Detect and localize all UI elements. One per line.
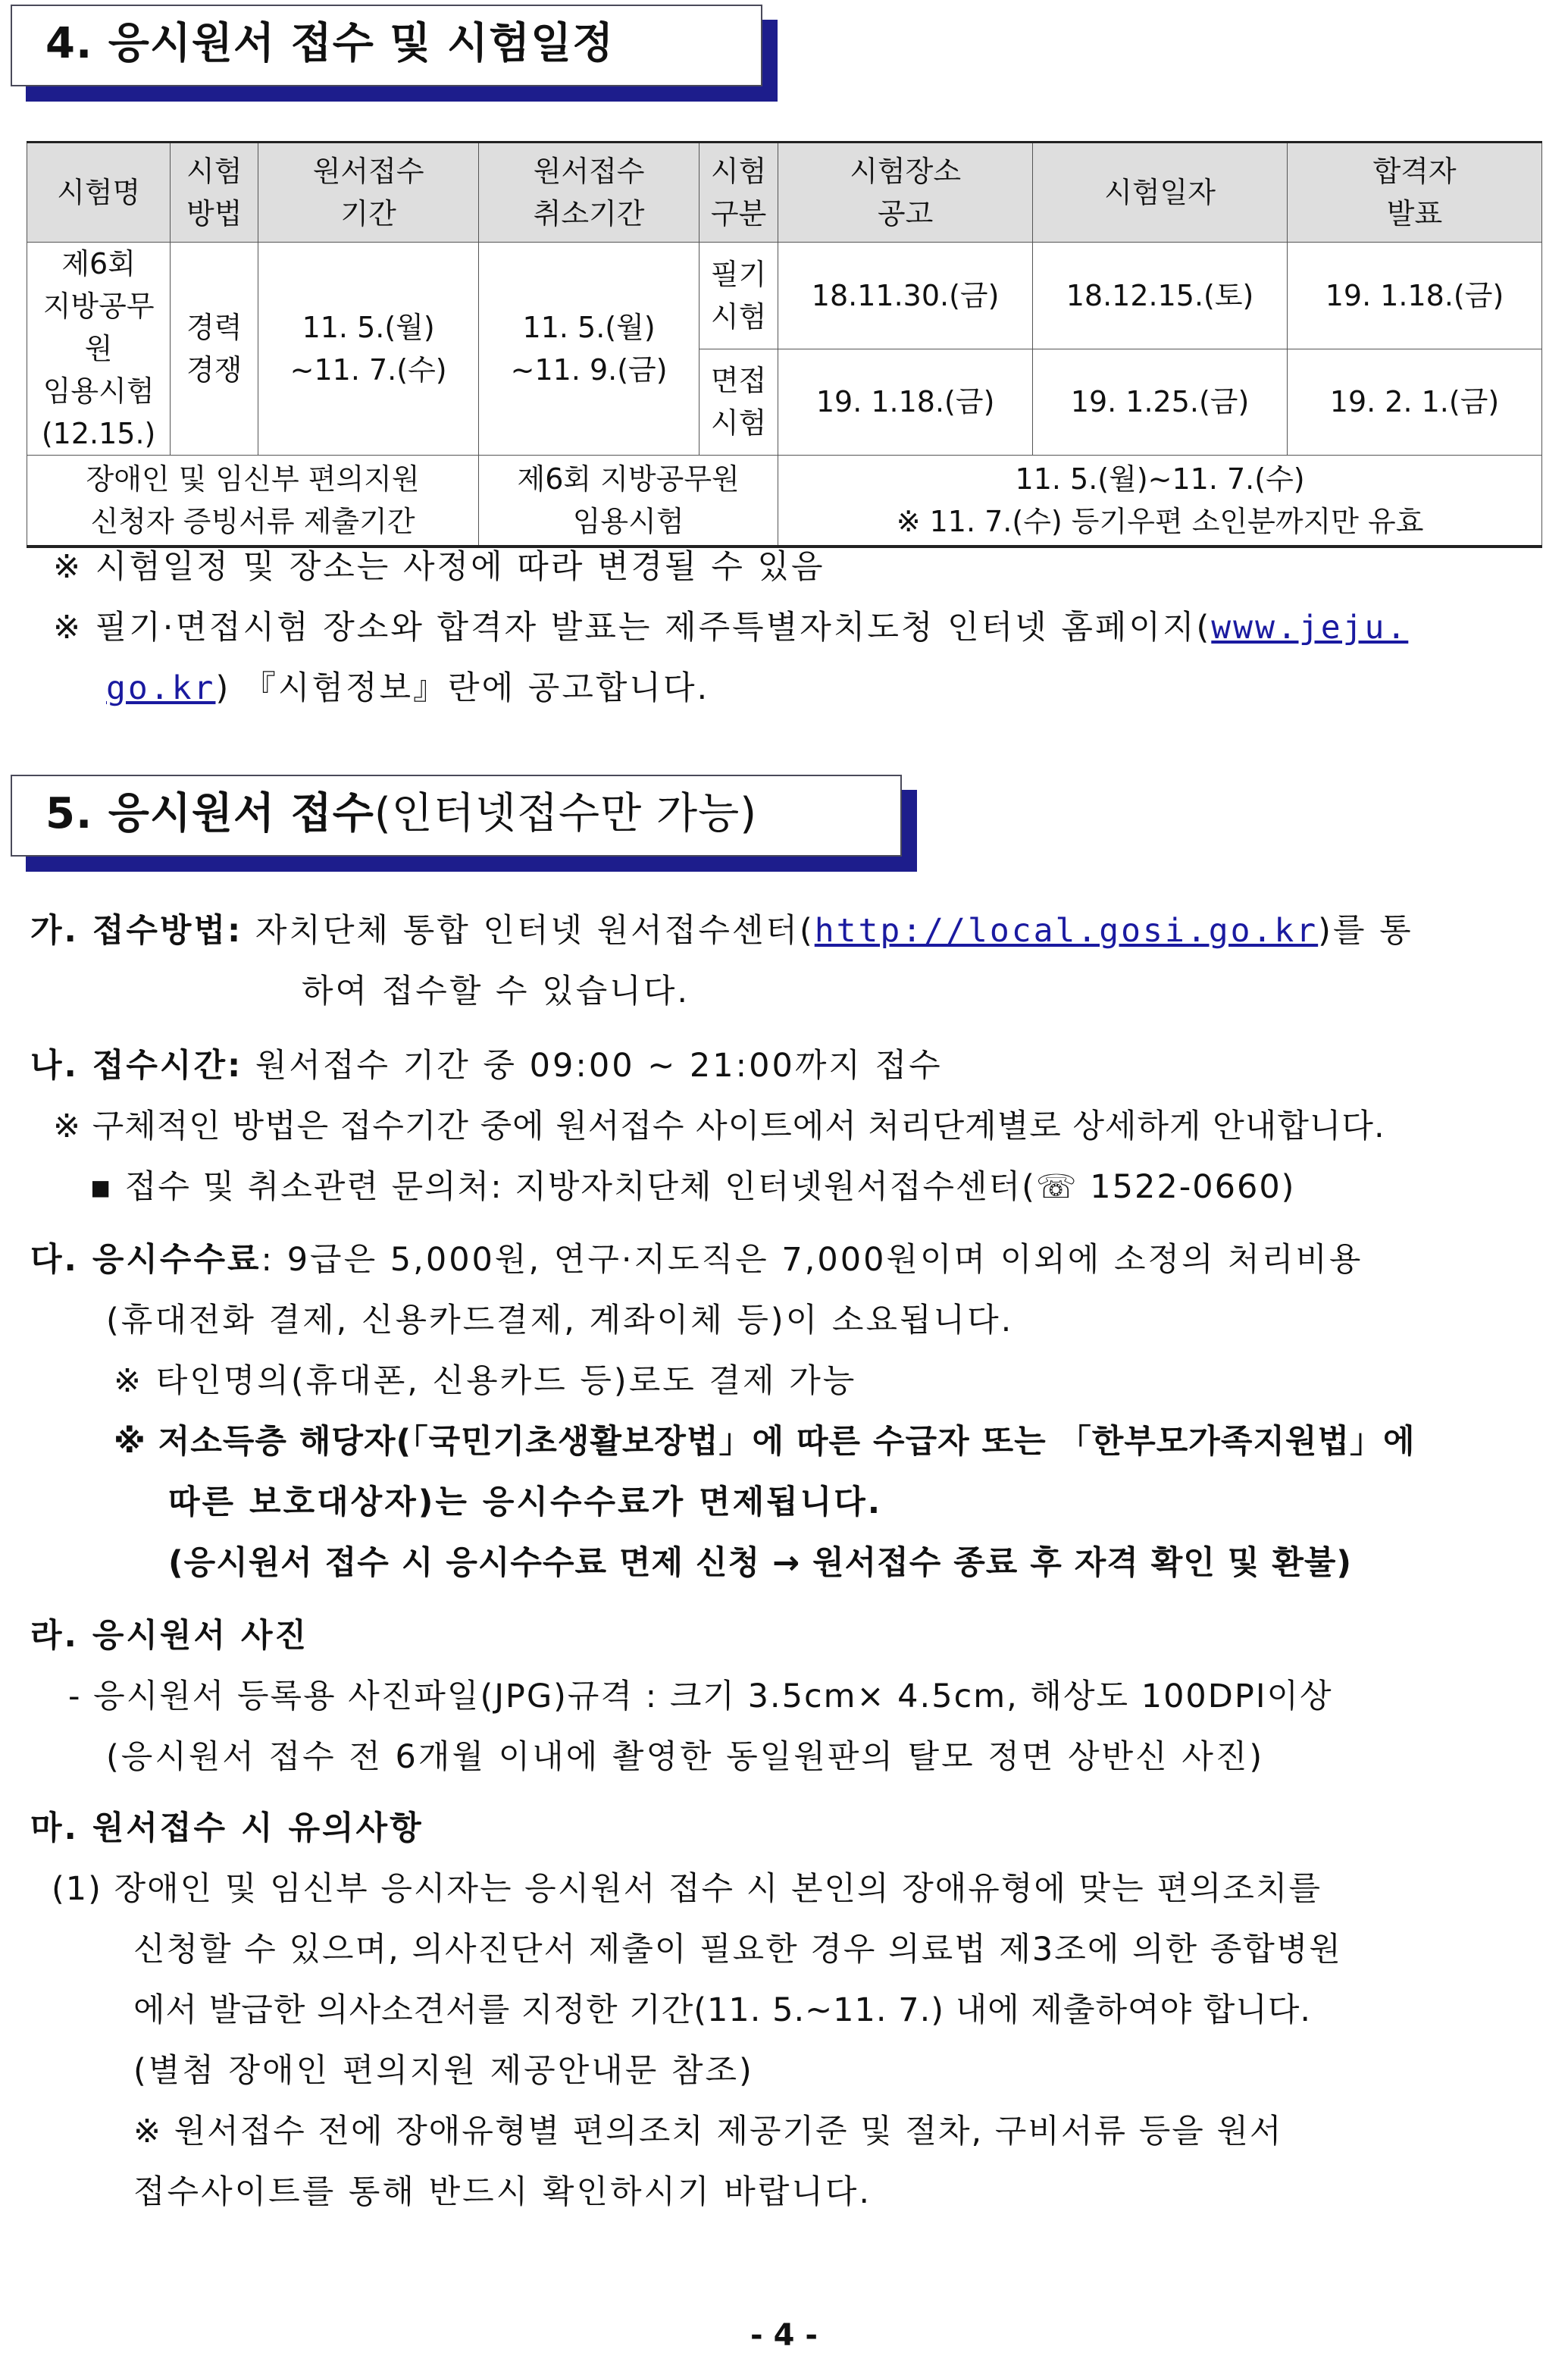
item-na-contact: ▪ 접수 및 취소관련 문의처: 지방자치단체 인터넷원서접수센터(☏ 1522-0660) bbox=[89, 1168, 1296, 1206]
cell-interview-result: 19. 2. 1.(금) bbox=[1288, 349, 1542, 456]
item-ma-note1: ※ 원서접수 전에 장애유형별 편의조치 제공기준 및 절차, 구비서류 등을 원서 bbox=[133, 2113, 1283, 2150]
cell-interview-type: 면접 시험 bbox=[699, 349, 778, 456]
header-exam-name: 시험명 bbox=[27, 143, 171, 243]
item-ma-text1: (1) 장애인 및 임신부 응시자는 응시원서 접수 시 본인의 장애유형에 맞는 편의조치를 bbox=[52, 1870, 1322, 1908]
header-venue-notice: 시험장소 공고 bbox=[778, 143, 1033, 243]
item-na: 나. 접수시간: 원서접수 기간 중 09:00 ~ 21:00까지 접수 bbox=[30, 1047, 943, 1085]
item-da-note1: ※ 타인명의(휴대폰, 신용카드 등)로도 결제 가능 bbox=[114, 1362, 857, 1400]
item-ra-text2: (응시원서 접수 전 6개월 이내에 촬영한 동일원판의 탈모 정면 상반신 사진) bbox=[106, 1738, 1265, 1776]
item-ma-note2: 접수사이트를 통해 반드시 확인하시기 바랍니다. bbox=[133, 2173, 872, 2211]
item-da-note2c: (응시원서 접수 시 응시수수료 면제 신청 → 원서접수 종료 후 자격 확인 및 환불) bbox=[168, 1544, 1353, 1582]
table-row bbox=[27, 456, 1542, 547]
page-number: - 4 - bbox=[750, 2318, 818, 2353]
cell-written-date: 18.12.15.(토) bbox=[1033, 243, 1288, 349]
item-ma-text3: 에서 발급한 의사소견서를 지정한 기간(11. 5.~11. 7.) 내에 제출하여야 합니다. bbox=[133, 1991, 1312, 2029]
item-ra-label: 라. 응시원서 사진 bbox=[30, 1617, 309, 1655]
note-schedule-change: ※ 시험일정 및 장소는 사정에 따라 변경될 수 있음 bbox=[53, 548, 825, 586]
item-ra-text1: - 응시원서 등록용 사진파일(JPG)규격 : 크기 3.5cm× 4.5cm, 해상도 100DPI이상 bbox=[68, 1677, 1333, 1715]
gosi-link[interactable]: http://local.gosi.go.kr bbox=[814, 912, 1319, 950]
item-na-label: 나. 접수시간: bbox=[30, 1047, 243, 1085]
table-row bbox=[27, 243, 1542, 349]
item-ma-label: 마. 원서접수 시 유의사항 bbox=[30, 1809, 424, 1847]
cell-apply-period: 11. 5.(월) ~11. 7.(수) bbox=[258, 243, 479, 456]
exam-schedule-table bbox=[27, 141, 1542, 548]
item-ga-cont: 하여 접수할 수 있습니다. bbox=[302, 973, 690, 1010]
item-ma-text2: 신청할 수 있으며, 의사진단서 제출이 필요한 경우 의료법 제3조에 의한 종합병원 bbox=[133, 1931, 1342, 1969]
table-header-row bbox=[27, 143, 1542, 243]
section5-title: 5. 응시원서 접수(인터넷접수만 가능) bbox=[45, 789, 758, 838]
header-exam-type: 시험 구분 bbox=[699, 143, 778, 243]
header-cancel-period: 원서접수 취소기간 bbox=[479, 143, 699, 243]
item-ga: 가. 접수방법: 자치단체 통합 인터넷 원서접수센터(http://local.gosi.go.kr)를 통 bbox=[30, 912, 1413, 950]
item-da: 다. 응시수수료: 9급은 5,000원, 연구·지도직은 7,000원이며 이외에 소정의 처리비용 bbox=[30, 1241, 1363, 1279]
cell-interview-venue: 19. 1.18.(금) bbox=[778, 349, 1033, 456]
cell-support-exam: 제6회 지방공무원 임용시험 bbox=[479, 456, 778, 547]
header-exam-method: 시험 방법 bbox=[171, 143, 258, 243]
cell-support-period: 11. 5.(월)~11. 7.(수) ※ 11. 7.(수) 등기우편 소인분까지만 유효 bbox=[778, 456, 1542, 547]
cell-exam-method: 경력 경쟁 bbox=[171, 243, 258, 456]
item-da-label: 다. 응시수수료 bbox=[30, 1241, 261, 1279]
item-ma-text4: (별첨 장애인 편의지원 제공안내문 참조) bbox=[133, 2052, 754, 2090]
cell-written-result: 19. 1.18.(금) bbox=[1288, 243, 1542, 349]
item-ga-label: 가. 접수방법: bbox=[30, 912, 243, 950]
cell-exam-name: 제6회 지방공무원 임용시험 (12.15.) bbox=[27, 243, 171, 456]
note-announcement-cont: go.kr) 『시험정보』란에 공고합니다. bbox=[106, 669, 710, 707]
item-na-note: ※ 구체적인 방법은 접수기간 중에 원서접수 사이트에서 처리단계별로 상세하게 안내합니다. bbox=[53, 1107, 1385, 1145]
jeju-link-part1[interactable]: www.jeju. bbox=[1211, 609, 1409, 647]
section4-title: 4. 응시원서 접수 및 시험일정 bbox=[45, 19, 615, 68]
jeju-link-part2[interactable]: go.kr bbox=[106, 669, 216, 707]
item-da-cont: (휴대전화 결제, 신용카드결제, 계좌이체 등)이 소요됩니다. bbox=[106, 1302, 1014, 1339]
cell-support-label: 장애인 및 임신부 편의지원 신청자 증빙서류 제출기간 bbox=[27, 456, 479, 547]
header-apply-period: 원서접수 기간 bbox=[258, 143, 479, 243]
cell-written-type: 필기 시험 bbox=[699, 243, 778, 349]
cell-cancel-period: 11. 5.(월) ~11. 9.(금) bbox=[479, 243, 699, 456]
cell-interview-date: 19. 1.25.(금) bbox=[1033, 349, 1288, 456]
note-announcement: ※ 필기·면접시험 장소와 합격자 발표는 제주특별자치도청 인터넷 홈페이지(www.jeju. bbox=[53, 609, 1409, 647]
item-da-note2b: 따른 보호대상자)는 응시수수료가 면제됩니다. bbox=[168, 1483, 883, 1521]
item-da-note2a: ※ 저소득층 해당자(「국민기초생활보장법」에 따른 수급자 또는 「한부모가족지원법」에 bbox=[114, 1423, 1416, 1461]
cell-written-venue: 18.11.30.(금) bbox=[778, 243, 1033, 349]
header-result-date: 합격자 발표 bbox=[1288, 143, 1542, 243]
header-exam-date: 시험일자 bbox=[1033, 143, 1288, 243]
